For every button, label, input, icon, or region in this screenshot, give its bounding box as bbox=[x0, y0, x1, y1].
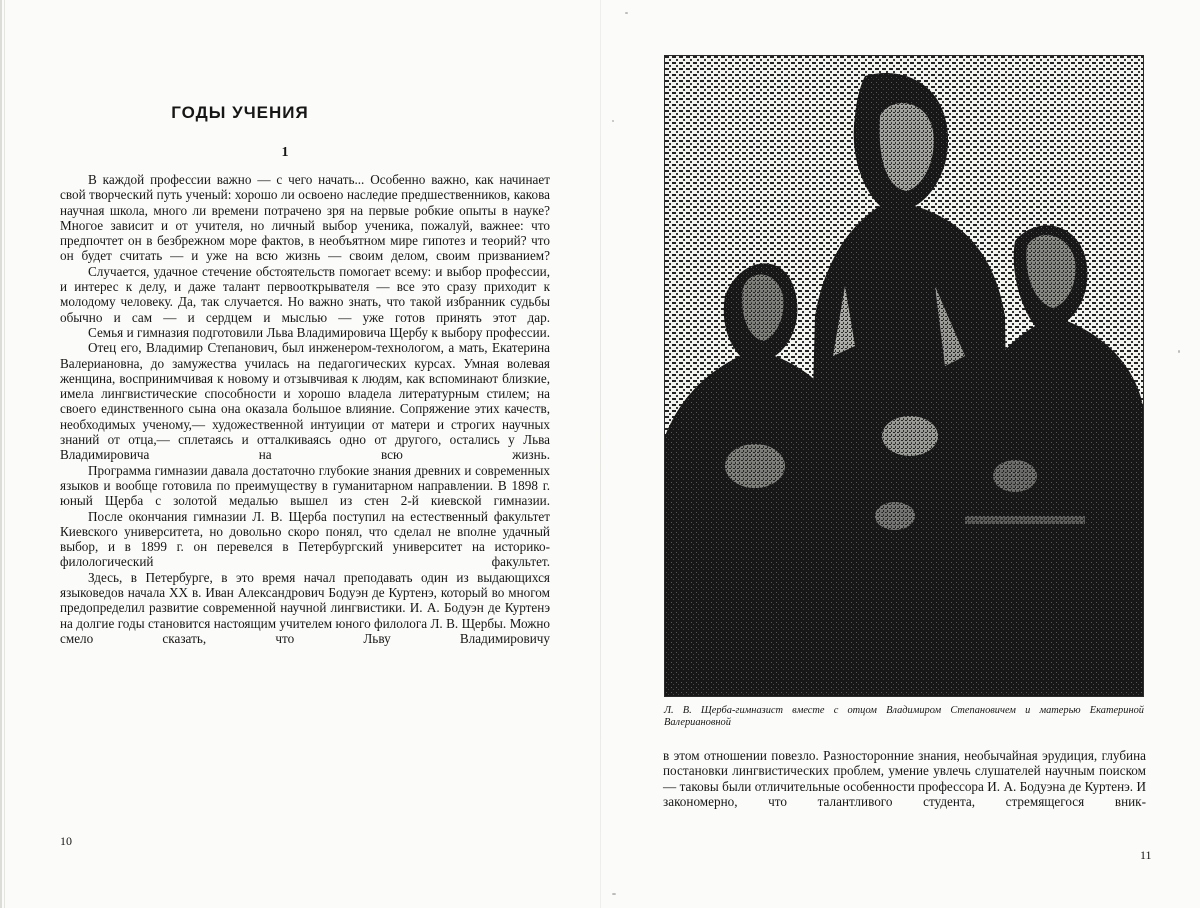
paragraph: Семья и гимназия подготовили Льва Владимировича Щербу к выбору профессии. bbox=[60, 325, 550, 340]
paragraph: в этом отношении повезло. Разносторонние знания, необычайная эрудиция, глубина постановки лингвистических проблем, умение увлечь слушателей научным поиском — таковы были отличительные особенности профессора И. А. Бодуэна де Куртенэ. И закономерно, что талантливого студента, стремящегося вник- bbox=[663, 748, 1146, 809]
right-page-body bbox=[663, 748, 1146, 809]
family-photograph bbox=[664, 55, 1144, 697]
paragraph: Отец его, Владимир Степанович, был инженером-технологом, а мать, Екатерина Валериановна, до замужества училась на педагогических курсах. Умная волевая женщина, воспринимчивая к новому и отзывчивая к людям, как вспоминают близкие, имела лингвистические способности и хорошо владела литературным стилем; на своего единственного сына она оказала большое влияние. Сопряжение этих качеств, необходимых ученому,— художественной интуиции от матери и строгих научных знаний от отца,— сплетаясь и отталкиваясь одно от другого, остались у Льва Владимировича на всю жизнь. bbox=[60, 340, 550, 462]
scan-speck bbox=[612, 120, 614, 122]
photo-caption: Л. В. Щерба-гимназист вместе с отцом Владимиром Степановичем и матерью Екатериной Валериановной bbox=[664, 705, 1144, 729]
paragraph: Случается, удачное стечение обстоятельств помогает всему: и выбор профессии, и интерес к делу, и даже талант первооткрывателя — все это сразу приходит к молодому человеку. Да, так случается. Но важно знать, что такой избранник судьбы обычно и сам — и сердцем и мыслью — уже готов принять этот дар. bbox=[60, 264, 550, 325]
page-number-right: 11 bbox=[1140, 848, 1152, 863]
paragraph: После окончания гимназии Л. В. Щерба поступил на естественный факультет Киевского университета, но довольно скоро понял, что сделал не вполне удачный выбор, и в 1899 г. он перевелся в Петербургский университет на историко-филологический факультет. bbox=[60, 509, 550, 570]
paragraph: Программа гимназии давала достаточно глубокие знания древних и современных языков и вообще готовила по преимуществу в гуманитарном направлении. В 1898 г. юный Щерба с золотой медалью вышел из стен 2-й киевской гимназии. bbox=[60, 463, 550, 509]
scan-speck bbox=[625, 12, 628, 14]
chapter-title: ГОДЫ УЧЕНИЯ bbox=[60, 103, 420, 123]
section-number: 1 bbox=[60, 145, 510, 161]
paragraph: Здесь, в Петербурге, в это время начал преподавать один из выдающихся языковедов начала XX в. Иван Александрович Бодуэн де Куртенэ, который во многом предопределил развитие современной научной лингвистики. И. А. Бодуэн де Куртенэ на долгие годы становится настоящим учителем юного филолога Л. В. Щербы. Можно смело сказать, что Льву Владимировичу bbox=[60, 570, 550, 646]
paragraph: В каждой профессии важно — с чего начать... Особенно важно, как начинает свой творческий путь ученый: хорошо ли освоено наследие предшественников, какова научная школа, много ли времени потрачено зря на первые робкие опыты в науке? Многое зависит и от учителя, но личный выбор ученика, пожалуй, важнее: что предпочтет он в безбрежном море фактов, в необъятном мире гипотез и теорий? что он будет считать — и уже на всю жизнь — своим делом, своим призванием? bbox=[60, 172, 550, 264]
scan-speck bbox=[612, 893, 616, 895]
left-page bbox=[0, 0, 600, 908]
page-number-left: 10 bbox=[60, 834, 72, 849]
left-page-body bbox=[60, 172, 550, 646]
scan-speck bbox=[1178, 350, 1180, 353]
